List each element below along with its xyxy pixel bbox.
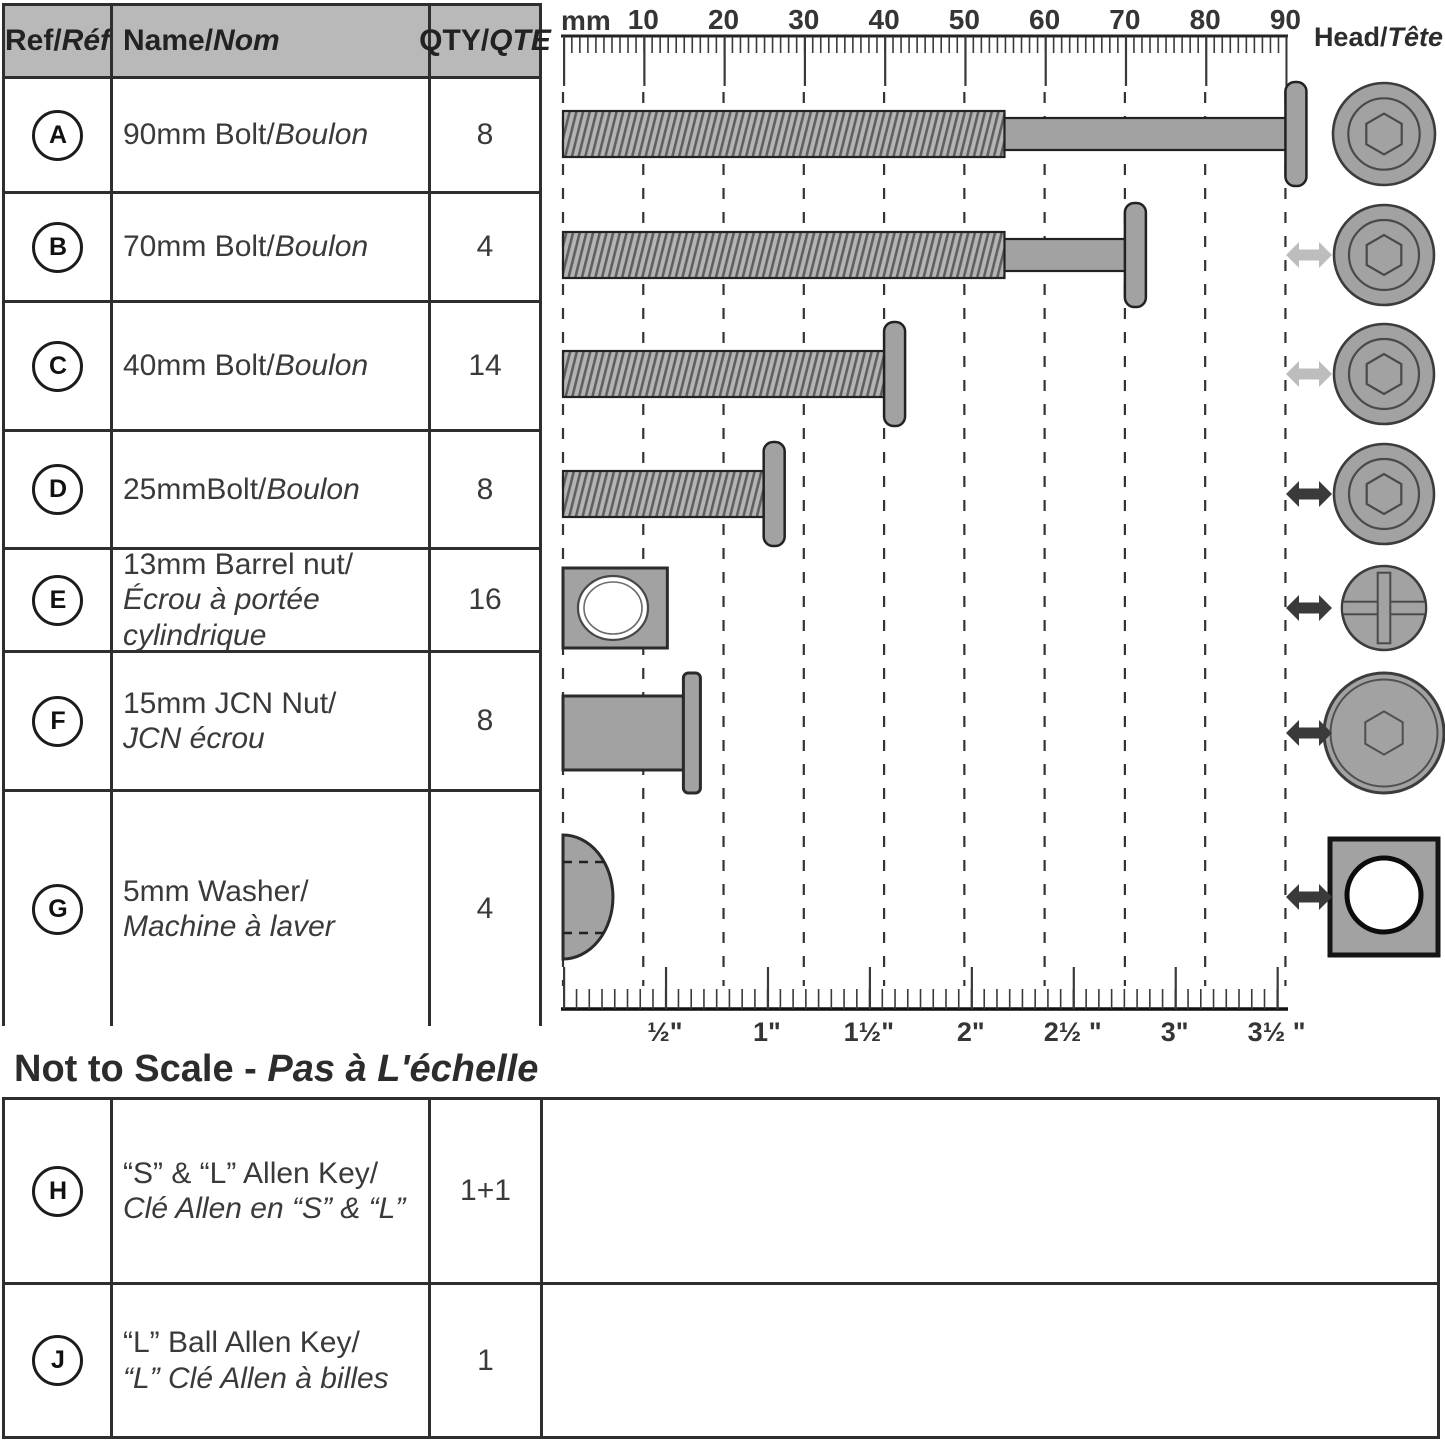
part-graphic-c: [563, 322, 905, 426]
part-qty-d: 8: [476, 472, 494, 506]
mm-ruler: [561, 4, 1301, 61]
tool-figure-cell-h: [540, 1100, 1437, 1282]
part-name-c: 40mm Bolt/Boulon: [123, 349, 369, 383]
tools-table: [2, 1097, 1440, 1439]
tool-figure-cell-j: [540, 1285, 1437, 1436]
parts-table-row-e: [5, 547, 539, 650]
part-graphic-g: [563, 835, 613, 959]
parts-table: [2, 3, 551, 1026]
parts-table-header: [4, 6, 551, 76]
head-icon-washer-square-g: [1286, 839, 1438, 955]
mm-tick-label: 60: [1029, 4, 1061, 35]
part-qty-f: 8: [476, 704, 494, 737]
head-icon-phillips-e: [1286, 566, 1429, 650]
parts-table-row-f: [5, 650, 539, 789]
mm-tick-label: 50: [948, 4, 980, 35]
head-icon-hex-socket-d: [1286, 444, 1434, 544]
tool-name-h: “S” & “L” Allen Key/ Clé Allen en “S” & “L”: [123, 1156, 406, 1225]
part-qty-a: 8: [476, 118, 494, 151]
grid-lines: [563, 92, 1285, 986]
parts-table-row-d: [5, 429, 539, 547]
part-name-b: 70mm Bolt/Boulon: [123, 230, 369, 264]
size-arrow-icon-c: [1286, 361, 1332, 387]
ref-badge-h: H: [32, 1166, 83, 1217]
head-icon-jcn-hex-f: [1286, 673, 1444, 793]
part-graphic-f: [563, 673, 700, 793]
part-name-g: 5mm Washer/ Machine à laver: [123, 874, 335, 943]
tools-table-row-h: [5, 1100, 1437, 1282]
mm-tick-label: 30: [788, 4, 820, 35]
header-qty: QTY/QTE: [428, 6, 539, 76]
mm-tick-label: 10: [627, 4, 659, 35]
mm-tick-label: 20: [707, 4, 740, 35]
header-ref: Ref/Réf: [4, 24, 111, 57]
tools-table-row-j: [5, 1282, 1437, 1436]
header-name: Name/Nom: [110, 6, 428, 76]
not-to-scale-heading: Not to Scale - Pas à L'échelle: [14, 1048, 539, 1090]
part-qty-b: 4: [476, 230, 494, 263]
ref-badge-c: C: [32, 341, 83, 392]
part-graphic-b: [563, 203, 1146, 307]
ref-badge-b: B: [32, 222, 83, 273]
head-icon-hex-socket-c: [1286, 324, 1434, 424]
inch-tick-label: 2": [956, 1017, 985, 1047]
part-graphic-e: [563, 568, 667, 648]
part-qty-e: 16: [468, 583, 502, 616]
part-graphic-d: [563, 442, 785, 546]
inch-tick-label: 3": [1160, 1017, 1189, 1047]
ref-badge-j: J: [32, 1335, 83, 1386]
inch-tick-label: ½": [647, 1017, 683, 1047]
part-name-e: 13mm Barrel nut/ Écrou à portée cylindrique: [123, 547, 354, 652]
head-column-label: Head/Tête: [1313, 22, 1443, 52]
parts-table-row-b: [5, 191, 539, 300]
mm-unit-label: mm: [561, 5, 611, 36]
ref-badge-d: D: [32, 464, 83, 515]
size-arrow-icon-b: [1286, 242, 1332, 268]
part-qty-c: 14: [468, 349, 502, 382]
mm-tick-label: 40: [868, 4, 900, 35]
mm-tick-label: 70: [1109, 4, 1141, 35]
mm-tick-label: 80: [1189, 4, 1221, 35]
inch-tick-label: 2½ ": [1043, 1017, 1102, 1047]
ref-badge-g: G: [32, 884, 83, 935]
part-qty-g: 4: [476, 892, 494, 925]
tool-qty-j: 1: [477, 1343, 494, 1377]
inch-tick-label: 3½ ": [1247, 1017, 1306, 1047]
tool-name-j: “L” Ball Allen Key/ “L” Clé Allen à billes: [123, 1326, 389, 1395]
inch-ruler: [561, 988, 1306, 1047]
part-graphic-a: [563, 82, 1306, 186]
size-arrow-icon-g: [1286, 884, 1332, 910]
inch-tick-label: 1½": [843, 1017, 895, 1047]
inch-tick-label: 1": [752, 1017, 781, 1047]
size-arrow-icon-d: [1286, 481, 1332, 507]
parts-table-row-g: [5, 789, 539, 1026]
size-arrow-icon-e: [1286, 595, 1332, 621]
ref-badge-a: A: [32, 110, 83, 161]
part-name-f: 15mm JCN Nut/ JCN écrou: [123, 686, 337, 755]
head-icon-hex-socket-b: [1286, 205, 1434, 305]
mm-tick-label: 90: [1269, 4, 1302, 35]
parts-table-row-a: [5, 76, 539, 191]
part-name-a: 90mm Bolt/Boulon: [123, 118, 369, 152]
head-icon-hex-socket-a: [1333, 83, 1435, 185]
part-name-d: 25mmBolt/Boulon: [123, 472, 360, 506]
tool-qty-h: 1+1: [460, 1174, 511, 1207]
ref-badge-f: F: [32, 696, 83, 747]
ref-badge-e: E: [32, 575, 83, 626]
parts-table-row-c: [5, 300, 539, 429]
